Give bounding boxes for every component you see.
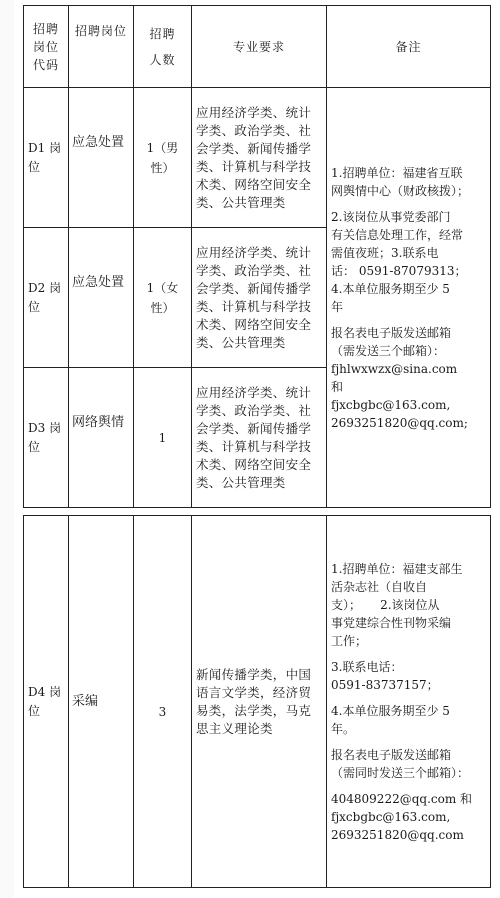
row-code: D1 岗 位 <box>24 88 69 228</box>
row-position: 采编 <box>69 516 134 888</box>
table-row <box>24 516 491 888</box>
row-code: D4 岗 位 <box>24 516 69 888</box>
table-row <box>24 88 491 228</box>
left-gutter <box>0 0 14 898</box>
header-row <box>24 6 491 88</box>
row-major: 应用经济学类、统计 学类、政治学类、社 会学类、新闻传播学 类、计算机与科学技 术类、网络空间安全 类、公共管理类 <box>192 88 327 228</box>
recruitment-table-part-2 <box>23 515 491 888</box>
row-count: 1（男 性） <box>134 88 192 228</box>
row-note-shared: 1.招聘单位：福建省互联 网舆情中心（财政核拨）； 2.该岗位从事党委部门 有关信息处理工作，经常 需值夜班；3.联系电 话： 0591-87079313； 4.本单位服务期至少 5 年 报名表电子版发送邮箱 （需发送三个邮箱）： fjhlwxwzx@sina.com 和 fjxcbgbc@163.com, 2693251820@qq.com; <box>327 88 491 508</box>
row-note: 1.招聘单位：福建支部生 活杂志社（自收自 支）； 2.该岗位从 事党建综合性刊物采编 工作； 3.联系电话： 0591-83737157； 4.本单位服务期至少 5 年。 报名表电子版发送邮箱 （需同时发送三个邮箱）： 404809222@qq.com 和 fjxcbgbc@163.com, 2693251820@qq.com <box>327 516 491 888</box>
header-major: 专业要求 <box>192 6 327 88</box>
header-note: 备注 <box>327 6 491 88</box>
row-count: 3 <box>134 516 192 888</box>
header-position: 招聘岗位 <box>69 6 134 88</box>
row-major: 新闻传播学类，中国 语言文学类，经济贸 易类，法学类，马克 思主义理论类 <box>192 516 327 888</box>
row-code: D3 岗 位 <box>24 368 69 508</box>
row-code: D2 岗 位 <box>24 228 69 368</box>
row-major: 应用经济学类、统计 学类、政治学类、社 会学类、新闻传播学 类、计算机与科学技 术类、网络空间安全 类、公共管理类 <box>192 368 327 508</box>
recruitment-table-part-1 <box>23 5 491 508</box>
row-position: 应急处置 <box>69 228 134 368</box>
row-count: 1 <box>134 368 192 508</box>
row-position: 应急处置 <box>69 88 134 228</box>
header-count: 招聘 人数 <box>134 6 192 88</box>
row-count: 1（女 性） <box>134 228 192 368</box>
row-position: 网络舆情 <box>69 368 134 508</box>
header-code: 招聘 岗位 代码 <box>24 6 69 88</box>
row-major: 应用经济学类、统计 学类、政治学类、社 会学类、新闻传播学 类、计算机与科学技 术类、网络空间安全 类、公共管理类 <box>192 228 327 368</box>
